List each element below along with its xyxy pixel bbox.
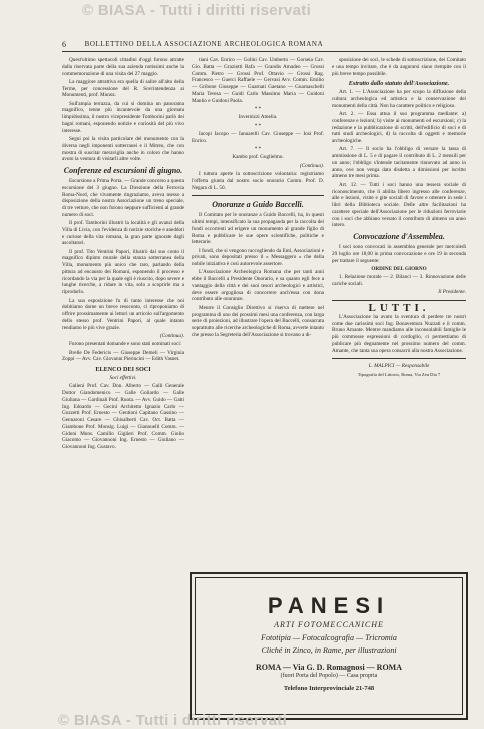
column-right xyxy=(332,57,466,380)
advertiser-services: Fototipia — Fotocalcografia — Tricromia xyxy=(261,633,397,642)
divider xyxy=(192,195,324,196)
watermark-bottom: © BIASA - Tutti i diritti riservati xyxy=(58,712,288,729)
list-heading: ELENCO DEI SOCI xyxy=(95,366,151,374)
section-heading: Convocazione d'Assemblea. xyxy=(353,232,445,242)
statute-article: Art. 1. — L'Associazione ha per scopo la diffusione della cultura archeologica ed artistica e la conservazione dei monumenti della città. Non ha carattere politico e religioso. xyxy=(332,89,466,109)
advertiser-address-note: (fuori Porta del Popolo) — Casa propria xyxy=(280,673,378,679)
paragraph: I fondi, che si vengono raccogliendo da Enti, Associazioni e privati, sono depositati presso il « Messaggero » che della nobile iniziativa è così autorevole assertore. xyxy=(192,247,324,268)
obituary-heading: LUTTI. xyxy=(368,302,430,315)
printer-line: Tipografia del Littorio, Roma, Via Zeu Dia 7 xyxy=(357,371,441,377)
watermark-top: © BIASA - Tutti i diritti riservati xyxy=(82,2,312,19)
editor-line: L. MALPICI — Responsabile xyxy=(368,363,430,370)
member-list: Galieni Prof. Cav. Don. Alberto — Galli Generale Dottor Giandomenico — Galle Goliardo — Galle Giuliana — Gardinali Prof. Ruota. — Avv. Guido — Gatti Ing. Edoardo — Gecini Architetto Ignazio Carlo — Gozzetti Prof. Ernesto — Gentioni Capitano Gassino — Gennaroni Cesare — Ghisalberti Cav. Oct. Batta — Giambone Prof. Monsig. Luigi — Giannuelli Comm. — Gidoni Mons. Camillo Giglieri Prof. Comm. Giulio Giacomo — Giovannoni Ing. Ernesto — Giuliano — Giovannoni Ing. Gustavo. xyxy=(62,383,184,451)
separator-stars: * * xyxy=(254,145,262,152)
divider xyxy=(332,300,466,301)
section-heading: Onoranze a Guido Baccelli. xyxy=(212,200,304,210)
advertiser-name: PANESI xyxy=(267,593,391,618)
paragraph: La sua esposizione fu di tanto interesse che noi dobbiamo darne un breve resoconto, ci riproponiamo di offrire prossimamente ai lettori un articolo sull'argomento dello stesso prof. Ventrini Papori, al quale intanto rendiamo le più vive grazie. xyxy=(62,297,184,331)
paragraph: L'Associazione Archeologica Romana che per tanti anni ebbe il Baccelli a Presidente Onorario, e sa quanto egli fece a vantaggio della città e dei suoi tesori archeologici e artistici, deve essere orgogliosa di concorrere anch'essa con dona contributo alle onoranze. xyxy=(192,269,324,303)
column-middle xyxy=(192,57,324,340)
separator-stars: * * xyxy=(254,122,262,129)
list-subheading: Soci effettivi. xyxy=(109,375,137,382)
journal-title: BOLLETTINO DELLA ASSOCIAZIONE ARCHEOLOGICA ROMANA xyxy=(84,40,324,48)
page-number: 6 xyxy=(62,39,67,49)
statute-article: Art. 12. — Tutti i soci hanno una tessera sociale di riconoscimento, che li abilita libero ingresso alle conferenze, alle e lezioni, visite e gite sociali di favore e ottenere in sede i libri della Biblioteca sociale. Delle altre facilitazioni ha carattere speciale dell'Associazione per le riduzioni ferroviarie con i soci che abbiano versato il contributo di almeno un anno intero. xyxy=(332,181,466,229)
paragraph: Il Comitato per le onoranze a Guido Baccelli, ha, in questi ultimi tempi, intensificato la sua propaganda per la raccolta dei fondi occorrenti ad erigere un monumento al grande figlio di Roma e pubblicare le sue opere scientifiche, politiche e letterarie. xyxy=(192,212,324,246)
column-left xyxy=(62,57,184,453)
paragraph: Quest'ultimo spettacoli cittadini d'oggi furono attratte dalla riservata parte della sua azienda notissimi anche la commemorazione di una visita del 27 maggio. xyxy=(62,57,184,77)
advertiser-tagline: ARTI FOTOMECCANICHE xyxy=(274,620,384,629)
member-list: Iacopi Iacopo — Ianuarelli Cav. Giuseppe — Iosi Prof. Enrico. xyxy=(192,130,324,144)
paragraph: Il prof. Tamborini illustrò la località e gli avanzi della Villa di Livia, con l'evidenza di notizie storiche e aneddoti e curiose della vita romana, la gran parte ignorate dagli ascoltatori. xyxy=(62,220,184,247)
divider xyxy=(332,358,466,359)
advertiser-services: Cliché in Zinco, in Rame, per illustrazioni xyxy=(261,646,397,655)
paragraph: Mentre il Consiglio Direttivo si riserva di mettere nel programma di uno dei prossimi mesi una conferenza, con larga serie di proiezioni, ad illustrare l'opera del Baccelli, consacrata soprattutto alle ricerche archeologiche di Roma, avverte intanto che presso la Segreteria dell'Associazione si trovano a di- xyxy=(192,304,324,338)
agenda-items: 1. Relazione morale — 2. Bilanci — 3. Rinnovazione delle cariche sociali. xyxy=(332,274,466,287)
advertisement-box xyxy=(190,572,468,720)
paragraph: Escursione a Prima Porta. — Grande concorso a questa escursione del 3 giugno. La Direzione della Ferrovia Roma-Nord, che vivamente ringraziamo, aveva messo a disposizione della nostra Associazione un treno speciale, di tre vetture, che non furono neppure sufficienti al grande numero di soci. xyxy=(62,178,184,218)
signature: (Continua). xyxy=(299,162,324,169)
paragraph: Segui poi la visita particolare del monumento con la diversa negli imponenti sotterranei e il Mitreo, che con mostra di suscitar meraviglia anche in coloro che hanno avuto la ventura di visitarli altre volte. xyxy=(62,136,184,163)
signature: Il Presidente. xyxy=(438,289,466,296)
section-heading: Estratto dallo statuto dell'Associazione. xyxy=(348,80,450,88)
paragraph: I soci sono convocati in assemblea generale per mercoledì 29 luglio ore 18,00 in prima convocazione e ore 19 in seconda per trattare il seguente: xyxy=(332,244,466,264)
member-list: Invernizzi Amelia. xyxy=(238,114,278,121)
member-list: Kambo prof. Guglielmo. xyxy=(232,154,284,161)
paragraph: L'Associazione ha avuto la sventura di perdere tre nostri come due carissimi soci Ing. Bonaventura Nuzzati e il comm. Bruno Amante. Mentre mandiamo alle inconsolabili famiglie le più commosse espressioni di cordoglio, ci permettiamo di publicare più degnamente nel prossimo numero del comm. Amante, che tanta sua opera consacrò alla nostra Associazione. xyxy=(332,313,466,354)
paragraph: I tuttora aperte la sottoscrizione volontaria: registriamo l'offerta giunta dal nostro socio onorario Comm. Prof. D. Negara di L. 50. xyxy=(192,171,324,191)
header-rule xyxy=(62,51,462,52)
paragraph: La maggiore attrattiva era quella di salire all'alto della Terme, per concessione del R. Sovrintendenza ai Monumenti, prof. Munoz. xyxy=(62,78,184,99)
statute-article: Art. 2. — Essa attua il suo programma mediante: a) conferenze e lezioni; b) visite ai monumenti ed escursioni; c) la redazione e la pubblicazione di scritti, dell'edificio di soci e di tutti studi archeologici, d) la raccolta di oggetti e memorie archeologiche. xyxy=(332,111,466,145)
paragraph: sposizione dei soci, le schede di sottoscrizione, dei Comitato e una tempo invitare, che è da augurarsi siano riempite con il più breve tempo possibile. xyxy=(332,57,466,77)
signature: (Continua). xyxy=(159,332,184,339)
statute-article: Art. 7. — Il socio ha l'obbligo di versare la tassa di ammissione di L. 5 e di pagare il contributo di L. 2 mensili per un anno; l'obbligo s'intende tacitamente rinnovato ad anno in anno, ove non venga data disdetta a dimissioni per iscritto almeno tre mesi prima. xyxy=(332,146,466,180)
page-header xyxy=(62,38,462,50)
agenda-heading: ORDINE DEL GIORNO xyxy=(371,265,427,272)
paragraph: Sull'ampia terrazza, da cui si domina un panorama magnifico, tenne più incantevole da una giornata limpidissima, il nostro vicepresidente Tomborini parlò dei bagni romani, esponendo notizie e curiosità del più vivo interesse. xyxy=(62,100,184,134)
member-list: tiani Cav. Enrico — Golini Cav. Umberto — Gorseia Cav. Gio. Batta — Graziotti Rafa — Grandis Amadeo — Grossi Comm. Pietro — Grossi Prof. Ottavio — Grossi Rag. Francesco — Guerci Raffaele — Gervasi Avv. Comm. Emilio — Gribone Giuseppe — Guarnati Gaetano — Guarnaschelli Maria Teresa — Guidi Carlo Massimo Maria — Guidoni Manlio e Guidoni Paola. xyxy=(192,57,324,104)
paragraph: Furono presentati domande e sono stati nominati soci: xyxy=(69,341,182,348)
paragraph: Brelle De Federicis — Giuseppe Demeli — Virginia Zoppi — Avv. Cav. Giovanni Pieriucini — Edith Vasnet. xyxy=(62,349,184,363)
advertiser-phone: Telefono Interprovinciale 21-748 xyxy=(283,685,375,692)
section-heading: Conferenze ed escursioni di giugno. xyxy=(63,166,183,176)
paragraph: Il prof. Tito Ventrini Papori, illustrò dal suo conto il magnifico dipinto murale della stanza sotterranea della Villa, monumento più unico che raro, parlando della pittura ad encausto dei Romani, esponendo il processo e ricordando la via per la quale egli è riuscito, dopo severe e lunghe ricerche, a ridare in vita, solo a scoprirle ma a riprodurlo. xyxy=(62,248,184,296)
advertiser-address: ROMA — Via G. D. Romagnosi — ROMA xyxy=(256,663,402,672)
separator-stars: * * xyxy=(254,105,262,112)
advertisement-frame xyxy=(195,577,463,715)
